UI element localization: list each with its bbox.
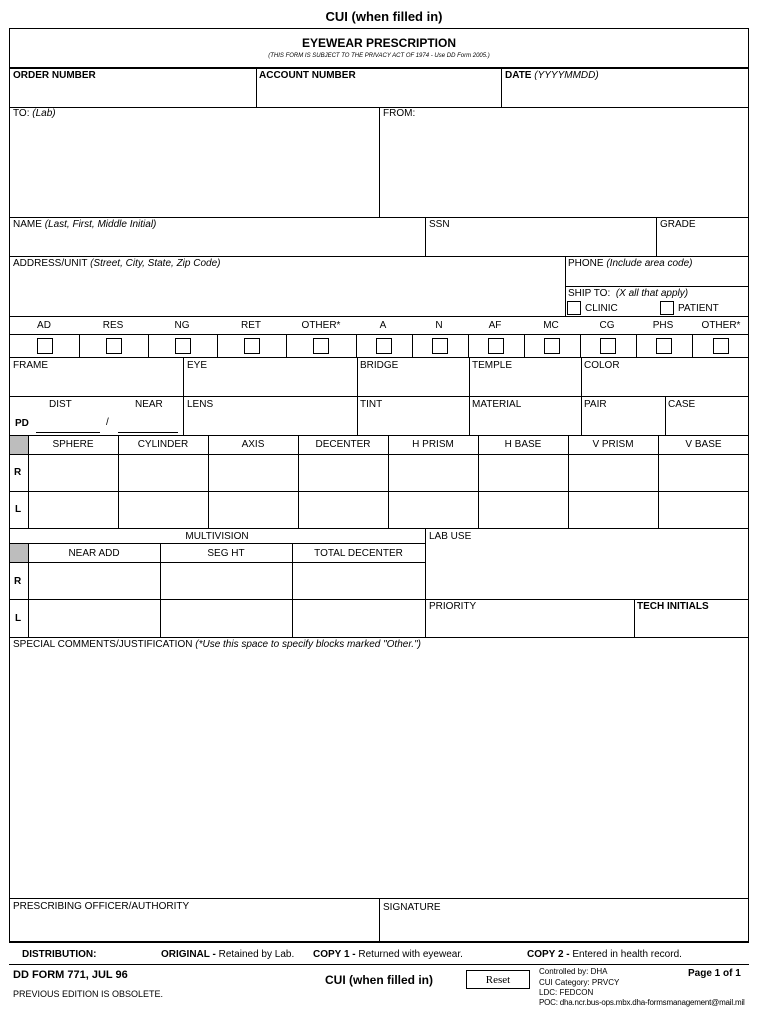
category-checkbox-other-service[interactable] <box>313 338 329 354</box>
rx-right-cylinder-input[interactable] <box>121 460 209 488</box>
category-checkbox-cg[interactable] <box>600 338 616 354</box>
ship-to-clinic-checkbox[interactable] <box>567 301 581 315</box>
corner-cell <box>10 436 28 454</box>
divider <box>469 357 470 435</box>
divider <box>665 396 666 435</box>
lab-use-label: LAB USE <box>429 531 472 542</box>
pd-near-underline <box>118 432 178 433</box>
divider <box>9 964 749 965</box>
date-input[interactable] <box>505 86 749 106</box>
category-checkbox-ret[interactable] <box>244 338 260 354</box>
to-label-text: TO: <box>13 108 30 119</box>
rx-left-decenter-input[interactable] <box>301 497 389 525</box>
tech-initials-label: TECH INITIALS <box>637 601 709 612</box>
to-lab-hint: (Lab) <box>32 108 56 119</box>
divider <box>634 599 635 637</box>
lens-input[interactable] <box>187 413 357 433</box>
ship-to-label-text: SHIP TO: <box>568 288 611 299</box>
page-number: Page 1 of 1 <box>688 968 741 979</box>
divider <box>256 67 257 107</box>
account-number-label: ACCOUNT NUMBER <box>259 70 356 81</box>
category-label-mc: MC <box>543 320 559 331</box>
category-checkbox-res[interactable] <box>106 338 122 354</box>
address-label <box>13 258 220 270</box>
category-label-a: A <box>379 320 387 331</box>
phone-input[interactable] <box>568 271 750 287</box>
mv-left-total-decenter-input[interactable] <box>295 604 425 634</box>
cui-marking-top: CUI (when filled in) <box>325 9 443 24</box>
divider <box>656 217 657 256</box>
category-checkbox-n[interactable] <box>432 338 448 354</box>
prescribing-officer-input[interactable] <box>13 916 379 938</box>
multivision-title: MULTIVISION <box>185 531 249 542</box>
account-number-input[interactable] <box>259 86 501 106</box>
category-checkbox-phs[interactable] <box>656 338 672 354</box>
rx-header-v-base: V BASE <box>685 439 722 450</box>
frame-input[interactable] <box>13 374 183 394</box>
grade-label: GRADE <box>660 219 696 230</box>
divider <box>580 334 581 357</box>
category-label-ret: RET <box>241 320 261 331</box>
name-label-text: NAME <box>13 219 42 230</box>
phone-hint: (Include area code) <box>606 258 693 269</box>
multivision-header-total-decenter: TOTAL DECENTER <box>314 548 403 559</box>
pd-dist-input[interactable] <box>36 414 104 432</box>
temple-label: TEMPLE <box>472 360 513 371</box>
lab-use-input[interactable] <box>429 546 749 600</box>
tech-initials-input[interactable] <box>637 615 749 635</box>
pd-near-label: NEAR <box>135 399 163 410</box>
bridge-label: BRIDGE <box>360 360 399 371</box>
name-hint: (Last, First, Middle Initial) <box>44 219 157 230</box>
pair-label: PAIR <box>584 399 607 410</box>
pd-dist-underline <box>36 432 100 433</box>
category-label-ng: NG <box>174 320 190 331</box>
rx-right-h-prism-input[interactable] <box>391 460 479 488</box>
address-hint: (Street, City, State, Zip Code) <box>90 258 221 269</box>
divider <box>79 334 80 357</box>
rx-header-axis: AXIS <box>241 439 265 450</box>
divider <box>379 898 380 942</box>
divider <box>9 528 749 529</box>
rx-right-h-base-input[interactable] <box>481 460 569 488</box>
divider <box>565 256 566 316</box>
rx-right-v-prism-input[interactable] <box>571 460 659 488</box>
divider <box>357 357 358 435</box>
signature-field[interactable] <box>383 916 745 938</box>
tint-input[interactable] <box>360 413 469 433</box>
divider <box>468 334 469 357</box>
rx-header-sphere: SPHERE <box>52 439 94 450</box>
priority-input[interactable] <box>429 615 633 635</box>
distribution-original-label: ORIGINAL - <box>161 949 216 960</box>
form-title: EYEWEAR PRESCRIPTION <box>301 36 457 50</box>
name-label <box>13 219 156 231</box>
date-label-text: DATE <box>505 70 532 81</box>
order-number-input[interactable] <box>13 86 255 106</box>
order-number-label: ORDER NUMBER <box>13 70 96 81</box>
rx-right-v-base-input[interactable] <box>661 460 749 488</box>
corner-cell <box>10 544 28 562</box>
tint-label: TINT <box>360 399 383 410</box>
special-comments-hint: (*Use this space to specify blocks marked "Other.") <box>195 639 421 650</box>
rx-row-label-right: R <box>14 467 22 478</box>
lens-label: LENS <box>187 399 214 410</box>
divider <box>425 217 426 256</box>
color-label: COLOR <box>584 360 620 371</box>
divider <box>9 357 749 358</box>
cui-marking-bottom: CUI (when filled in) <box>325 973 433 987</box>
divider <box>524 334 525 357</box>
divider <box>217 334 218 357</box>
divider <box>379 107 380 217</box>
multivision-header-seg-ht: SEG HT <box>207 548 245 559</box>
divider <box>9 217 749 218</box>
to-lab-label <box>13 108 56 120</box>
category-checkbox-mc[interactable] <box>544 338 560 354</box>
date-format-hint: (YYYYMMDD) <box>534 70 599 81</box>
name-input[interactable] <box>13 234 425 254</box>
mv-right-seg-ht-input[interactable] <box>163 567 293 597</box>
distribution-copy1-text: Returned with eyewear. <box>358 949 463 960</box>
category-label-cg: CG <box>599 320 615 331</box>
divider <box>286 334 287 357</box>
divider <box>9 491 749 492</box>
category-label-res: RES <box>102 320 124 331</box>
divider <box>148 334 149 357</box>
ldc: LDC: FEDCON <box>539 988 594 997</box>
grade-input[interactable] <box>660 234 749 254</box>
ship-to-label <box>568 288 688 300</box>
category-label-n: N <box>435 320 443 331</box>
material-input[interactable] <box>472 413 581 433</box>
temple-input[interactable] <box>472 374 581 394</box>
divider <box>356 334 357 357</box>
divider <box>183 357 184 435</box>
category-checkbox-ng[interactable] <box>175 338 191 354</box>
special-comments-label <box>13 639 421 651</box>
mv-right-total-decenter-input[interactable] <box>295 567 425 597</box>
from-input[interactable] <box>383 123 749 217</box>
address-label-text: ADDRESS/UNIT <box>13 258 88 269</box>
previous-edition-notice: PREVIOUS EDITION IS OBSOLETE. <box>13 989 164 999</box>
category-label-ad: AD <box>37 320 51 331</box>
pd-dist-label: DIST <box>49 399 72 410</box>
eye-input[interactable] <box>187 374 357 394</box>
eye-label: EYE <box>187 360 208 371</box>
rx-header-h-base: H BASE <box>504 439 542 450</box>
divider <box>412 334 413 357</box>
divider <box>9 316 749 317</box>
from-label: FROM: <box>383 108 416 119</box>
controlled-by: Controlled by: DHA <box>539 967 608 976</box>
special-comments-label-text: SPECIAL COMMENTS/JUSTIFICATION <box>13 639 193 650</box>
rx-left-axis-input[interactable] <box>211 497 299 525</box>
divider <box>581 357 582 435</box>
multivision-row-label-right: R <box>14 576 22 587</box>
ship-to-clinic-label: CLINIC <box>585 303 618 314</box>
category-label-af: AF <box>488 320 502 331</box>
category-label-other-service: OTHER* <box>301 320 341 331</box>
rx-header-h-prism: H PRISM <box>412 439 454 450</box>
category-label-phs: PHS <box>652 320 674 331</box>
pair-input[interactable] <box>584 413 665 433</box>
rx-left-h-base-input[interactable] <box>481 497 569 525</box>
form-number: DD FORM 771, JUL 96 <box>13 969 128 981</box>
divider <box>9 67 749 69</box>
distribution-copy1-label: COPY 1 - <box>313 949 356 960</box>
divider <box>9 637 749 638</box>
distribution-copy2-text: Entered in health record. <box>572 949 682 960</box>
ship-to-patient-checkbox[interactable] <box>660 301 674 315</box>
divider <box>9 562 425 563</box>
ship-to-hint: (X all that apply) <box>615 288 689 299</box>
poc-email: POC: dha.ncr.bus-ops.mbx.dha-formsmanagement@mail.mil <box>539 998 745 1007</box>
phone-label <box>568 258 693 270</box>
divider <box>9 454 749 455</box>
divider <box>9 435 749 436</box>
mv-right-near-add-input[interactable] <box>31 567 161 597</box>
divider <box>9 942 749 943</box>
category-checkbox-a[interactable] <box>376 338 392 354</box>
ship-to-patient-label: PATIENT <box>678 303 719 314</box>
case-label: CASE <box>668 399 696 410</box>
color-input[interactable] <box>584 374 749 394</box>
rx-header-v-prism: V PRISM <box>592 439 634 450</box>
divider <box>9 396 749 397</box>
pd-slash: / <box>106 417 109 428</box>
distribution-original-text: Retained by Lab. <box>218 949 295 960</box>
category-checkbox-ad[interactable] <box>37 338 53 354</box>
divider <box>501 67 502 107</box>
case-input[interactable] <box>668 413 749 433</box>
rx-left-v-base-input[interactable] <box>661 497 749 525</box>
priority-label: PRIORITY <box>429 601 477 612</box>
to-lab-input[interactable] <box>13 123 379 217</box>
rx-header-decenter: DECENTER <box>315 439 371 450</box>
material-label: MATERIAL <box>472 399 522 410</box>
special-comments-input[interactable] <box>13 655 749 897</box>
category-label-other-branch: OTHER* <box>701 320 741 331</box>
address-input[interactable] <box>13 272 565 316</box>
rx-header-cylinder: CYLINDER <box>137 439 189 450</box>
distribution-copy2 <box>527 949 682 961</box>
divider <box>425 528 426 637</box>
cui-category: CUI Category: PRVCY <box>539 978 620 987</box>
distribution-copy2-label: COPY 2 - <box>527 949 570 960</box>
divider <box>692 334 693 357</box>
reset-button[interactable]: Reset <box>466 970 530 989</box>
pd-label: PD <box>15 418 29 429</box>
ssn-input[interactable] <box>429 234 655 254</box>
distribution-label: DISTRIBUTION: <box>22 949 97 960</box>
ssn-label: SSN <box>429 219 450 230</box>
divider <box>9 334 749 335</box>
frame-label: FRAME <box>13 360 48 371</box>
rx-left-cylinder-input[interactable] <box>121 497 209 525</box>
rx-left-v-prism-input[interactable] <box>571 497 659 525</box>
category-checkbox-af[interactable] <box>488 338 504 354</box>
rx-right-axis-input[interactable] <box>211 460 299 488</box>
distribution-copy1 <box>313 949 463 961</box>
category-checkbox-other-branch[interactable] <box>713 338 729 354</box>
mv-left-seg-ht-input[interactable] <box>163 604 293 634</box>
phone-label-text: PHONE <box>568 258 604 269</box>
rx-row-label-left: L <box>15 504 22 515</box>
pd-near-input[interactable] <box>118 414 182 432</box>
distribution-original <box>161 949 294 961</box>
rx-right-decenter-input[interactable] <box>301 460 389 488</box>
rx-right-sphere-input[interactable] <box>31 460 119 488</box>
date-label <box>505 70 599 82</box>
mv-left-near-add-input[interactable] <box>31 604 161 634</box>
signature-label: SIGNATURE <box>383 902 441 913</box>
bridge-input[interactable] <box>360 374 469 394</box>
prescribing-officer-label: PRESCRIBING OFFICER/AUTHORITY <box>13 901 190 912</box>
divider <box>9 543 425 544</box>
multivision-header-near-add: NEAR ADD <box>68 548 120 559</box>
divider <box>9 256 749 257</box>
privacy-notice: (THIS FORM IS SUBJECT TO THE PRIVACY ACT OF 1974 - Use DD Form 2005.) <box>268 53 490 59</box>
rx-left-h-prism-input[interactable] <box>391 497 479 525</box>
divider <box>636 334 637 357</box>
multivision-row-label-left: L <box>15 613 22 624</box>
rx-left-sphere-input[interactable] <box>31 497 119 525</box>
